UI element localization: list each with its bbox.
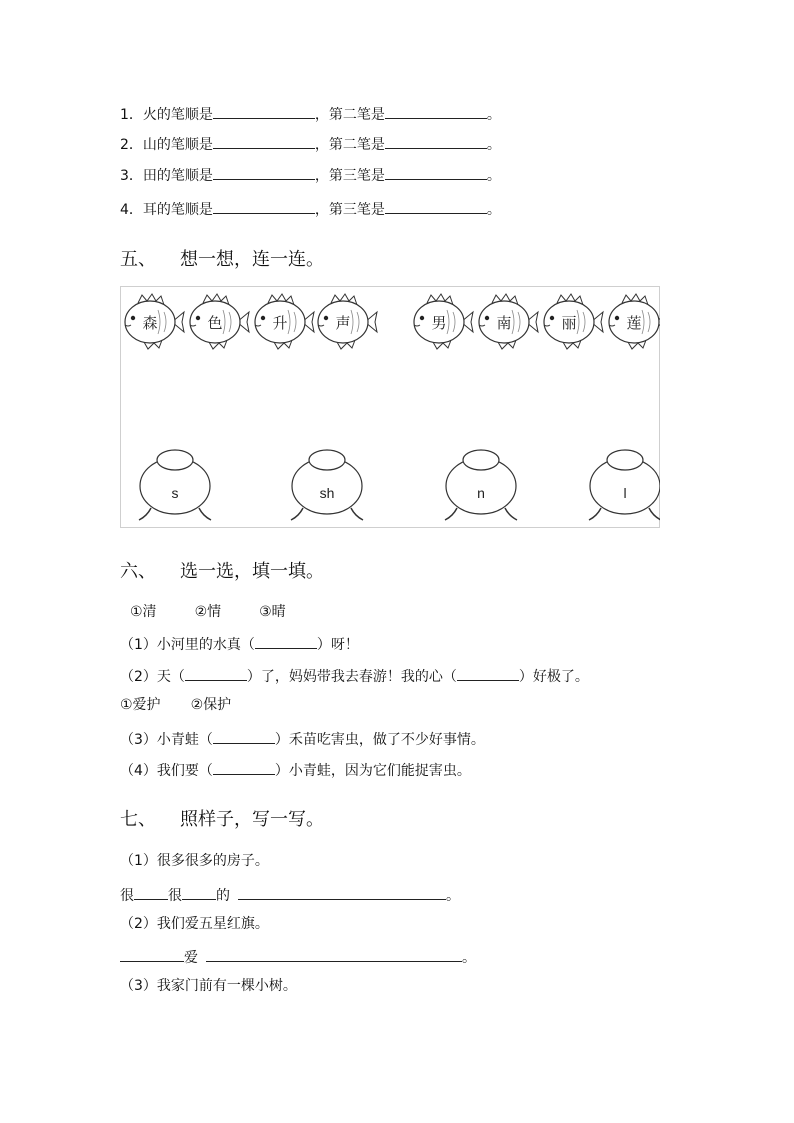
fish-character: 南 [496,314,512,332]
fish-card[interactable] [479,294,538,349]
pinyin-label: l [623,485,627,501]
fish-eye-icon [615,316,619,320]
fish-card[interactable] [318,294,377,349]
fish-card[interactable] [125,294,184,349]
fill-question: （4）我们要（ ）小青蛙，因为它们能捉害虫。 [120,760,471,780]
stroke-question: 1．火的笔顺是 ，第二笔是 。 [120,104,501,124]
fish-eye-icon [324,316,328,320]
answer-blank[interactable] [238,885,446,900]
answer-blank[interactable] [213,760,275,775]
section-heading: 五、 想一想，连一连。 [120,249,324,270]
fill-question: （2）天（ ）了，妈妈带我去春游！我的心（ ）好极了。 [120,666,589,686]
matching-figure [120,286,660,528]
stroke-question: 4．耳的笔顺是 ，第三笔是 。 [120,199,501,219]
example-sentence: （3）我家门前有一棵小树。 [120,978,297,994]
word-options: ①清 ②情 ③晴 [130,604,286,620]
fish-card[interactable] [414,294,473,349]
fish-character: 色 [207,314,223,332]
fish-eye-icon [196,316,200,320]
example-sentence: （1）很多很多的房子。 [120,853,269,869]
fish-eye-icon [131,316,135,320]
pinyin-label: s [171,485,179,501]
answer-blank[interactable] [206,947,462,962]
fish-character: 男 [431,314,447,332]
pinyin-label: n [477,485,485,501]
imitate-line: 爱 。 [120,947,476,967]
fish-card[interactable] [609,294,660,349]
fish-character: 声 [335,314,351,332]
fish-eye-icon [420,316,424,320]
fish-eye-icon [550,316,554,320]
bowl-card[interactable] [445,450,517,520]
answer-blank[interactable] [255,634,317,649]
answer-blank[interactable] [213,104,315,119]
example-sentence: （2）我们爱五星红旗。 [120,916,269,932]
fish-eye-icon [261,316,265,320]
answer-blank[interactable] [385,199,487,214]
answer-blank[interactable] [385,134,487,149]
pinyin-label: sh [319,485,335,501]
answer-blank[interactable] [213,199,315,214]
stroke-question: 2．山的笔顺是 ，第二笔是 。 [120,134,501,154]
bowl-card[interactable] [291,450,363,520]
fish-eye-icon [485,316,489,320]
fish-character: 升 [272,314,288,332]
answer-blank[interactable] [182,885,216,900]
word-options: ①爱护 ②保护 [120,697,232,713]
answer-blank[interactable] [213,165,315,180]
answer-blank[interactable] [213,134,315,149]
stroke-question: 3．田的笔顺是 ，第三笔是 。 [120,165,501,185]
bowl-card[interactable] [589,450,660,520]
section-heading: 七、 照样子，写一写。 [120,809,324,830]
imitate-line: 很 很 的 。 [120,885,460,905]
answer-blank[interactable] [385,104,487,119]
answer-blank[interactable] [457,666,519,681]
fill-question: （1）小河里的水真（ ）呀！ [120,634,359,654]
answer-blank[interactable] [385,165,487,180]
fish-card[interactable] [544,294,603,349]
fish-character: 森 [142,314,158,332]
fill-question: （3）小青蛙（ ）禾苗吃害虫，做了不少好事情。 [120,729,485,749]
fish-card[interactable] [190,294,249,349]
fish-character: 莲 [626,314,642,332]
answer-blank[interactable] [185,666,247,681]
fish-character: 丽 [561,314,577,332]
fish-card[interactable] [255,294,314,349]
answer-blank[interactable] [134,885,168,900]
bowl-card[interactable] [139,450,211,520]
answer-blank[interactable] [120,947,184,962]
answer-blank[interactable] [213,729,275,744]
section-heading: 六、 选一选，填一填。 [120,561,324,582]
